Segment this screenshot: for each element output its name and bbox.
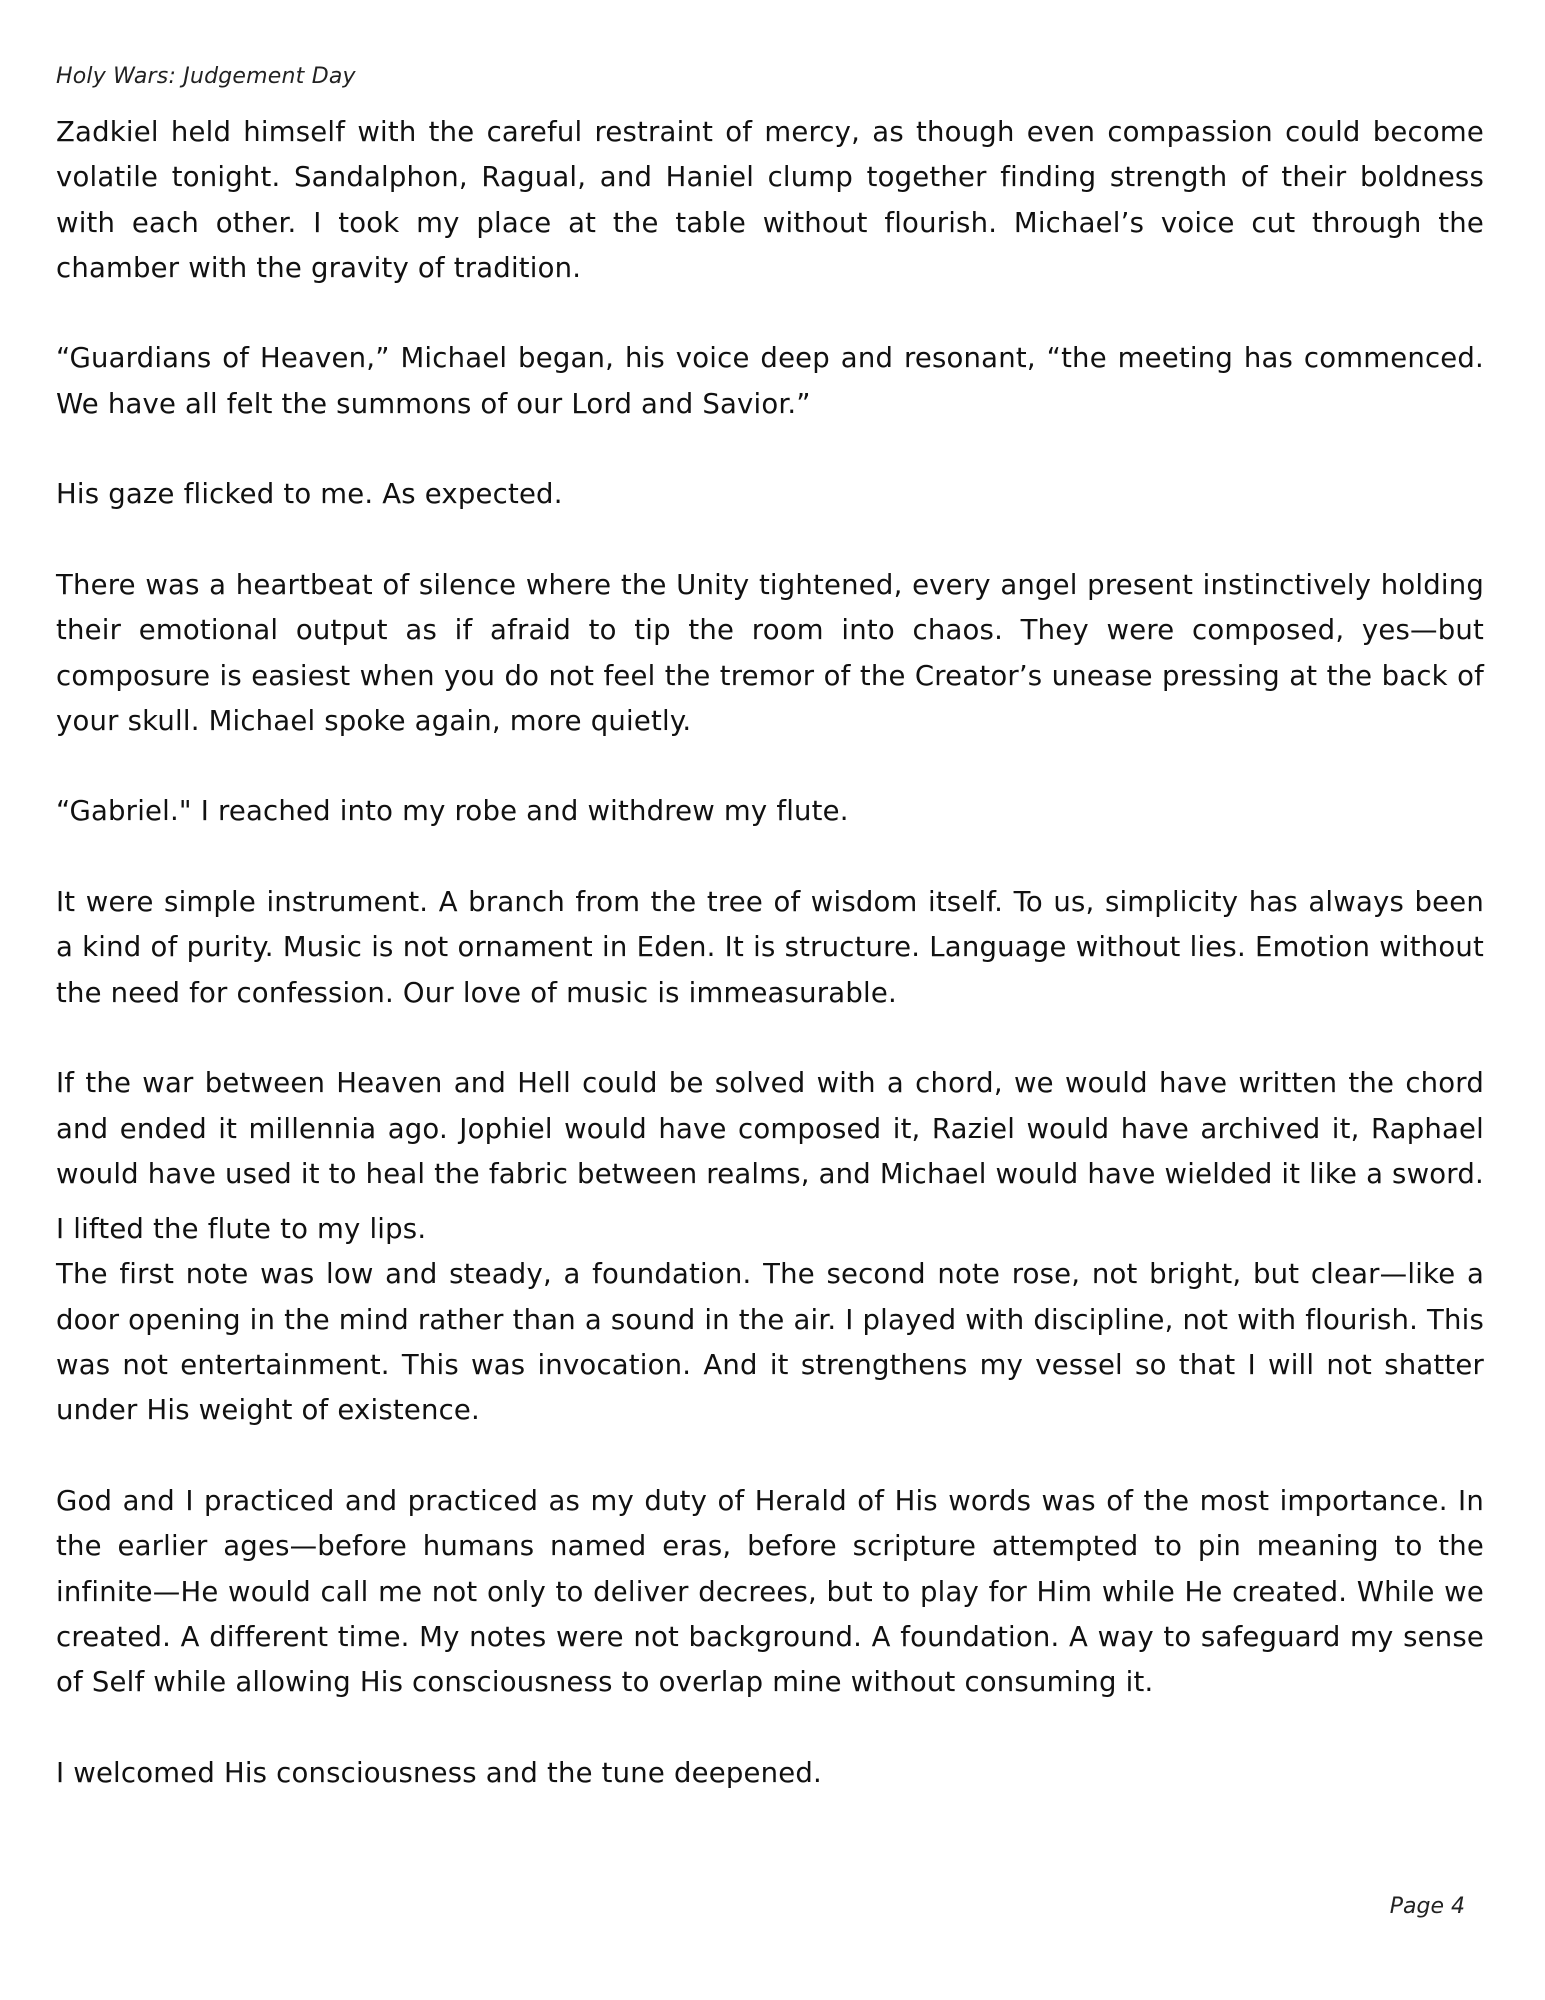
- paragraph: There was a heartbeat of silence where the Unity tightened, every angel present instinctively holding their emotional output as if afraid to tip the room into chaos. They were composed, yes—but composure is easiest when you do not feel the tremor of the Creator’s unease pressing at the back of your skull. Michael spoke again, more quietly.: [56, 568, 1484, 737]
- paragraph: If the war between Heaven and Hell could be solved with a chord, we would have written the chord and ended it millennia ago. Jophiel would have composed it, Raziel would have archived it, Raphael would have used it to heal the fabric between realms, and Michael would have wielded it like a sword.: [56, 1067, 1484, 1190]
- paragraph: “Gabriel." I reached into my robe and withdrew my flute.: [56, 795, 849, 828]
- page-number: Page 4: [1389, 1894, 1465, 1919]
- paragraph: It were simple instrument. A branch from the tree of wisdom itself. To us, simplicity has always been a kind of purity. Music is not ornament in Eden. It is structure. Language without lies. Emotion without the need for confession. Our love of music is immeasurable.: [56, 886, 1484, 1009]
- paragraph: “Guardians of Heaven,” Michael began, his voice deep and resonant, “the meeting has commenced. We have all felt the summons of our Lord and Savior.”: [56, 342, 1484, 420]
- paragraph: His gaze flicked to me. As expected.: [56, 478, 563, 511]
- paragraph: The first note was low and steady, a foundation. The second note rose, not bright, but clear—like a door opening in the mind rather than a sound in the air. I played with discipline, not with flourish. This was not entertainment. This was invocation. And it strengthens my vessel so that I will not shatter under His weight of existence.: [56, 1258, 1484, 1427]
- paragraph: I lifted the flute to my lips.: [56, 1213, 427, 1246]
- running-header: Holy Wars: Judgement Day: [56, 64, 356, 89]
- paragraph: God and I practiced and practiced as my duty of Herald of His words was of the most importance. In the earlier ages—before humans named eras, before scripture attempted to pin meaning to the infinite—He would call me not only to deliver decrees, but to play for Him while He created. While we created. A different time. My notes were not background. A foundation. A way to safeguard my sense of Self while allowing His consciousness to overlap mine without consuming it.: [56, 1484, 1484, 1699]
- document-body: [56, 110, 1484, 1841]
- paragraph: I welcomed His consciousness and the tune deepened.: [56, 1756, 822, 1789]
- paragraph: Zadkiel held himself with the careful restraint of mercy, as though even compassion could become volatile tonight. Sandalphon, Ragual, and Haniel clump together finding strength of their boldness with each other. I took my place at the table without flourish. Michael’s voice cut through the chamber with the gravity of tradition.: [56, 116, 1484, 284]
